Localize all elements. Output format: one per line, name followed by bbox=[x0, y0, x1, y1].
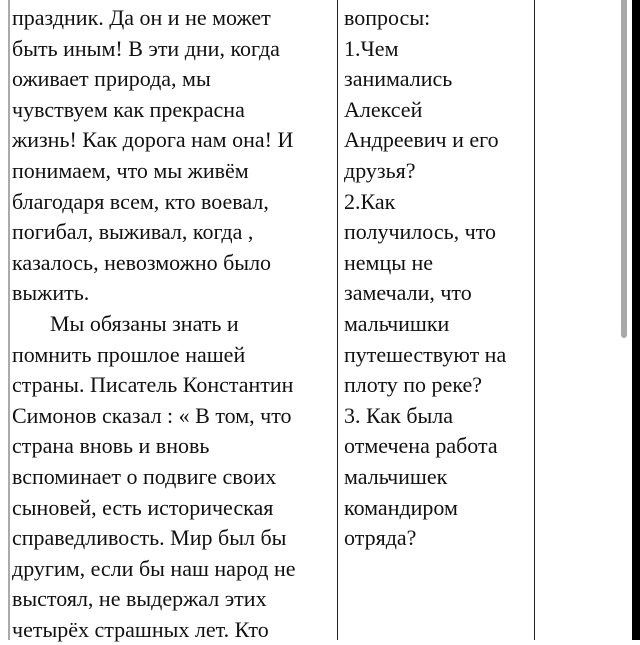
text-line: мальчишек bbox=[344, 463, 448, 489]
text-line: оживает природа, мы bbox=[12, 66, 211, 92]
text-line: сыновей, есть историческая bbox=[12, 494, 274, 520]
text-line: праздник. Да он и не может bbox=[12, 5, 271, 30]
text-line: чувствуем как прекрасна bbox=[12, 96, 245, 122]
text-line: помнить прошлое нашей bbox=[12, 341, 246, 367]
text-column bbox=[12, 3, 296, 645]
text-line: погибал, выживал, когда , bbox=[12, 219, 254, 245]
table-border-right bbox=[534, 0, 535, 640]
table-border-middle bbox=[337, 0, 338, 640]
text-line: вопросы: bbox=[344, 5, 431, 30]
text-line: страна вновь и вновь bbox=[12, 433, 210, 459]
text-line: занимались bbox=[344, 66, 453, 92]
text-line: путешествуют на bbox=[344, 341, 507, 367]
text-line: четырёх страшных лет. Кто bbox=[12, 616, 269, 642]
text-line: 2.Как bbox=[344, 188, 396, 214]
table-border-left bbox=[8, 0, 10, 640]
text-line: справедливость. Мир был бы bbox=[12, 525, 287, 551]
text-line: друзья? bbox=[344, 157, 416, 183]
text-line: получилось, что bbox=[344, 219, 497, 245]
text-line: Алексей bbox=[344, 96, 423, 122]
text-line: выстоял, не выдержал этих bbox=[12, 586, 267, 612]
text-line: вспоминает о подвиге своих bbox=[12, 463, 277, 489]
text-line: выжить. bbox=[12, 280, 90, 306]
text-line: другим, если бы наш народ не bbox=[12, 555, 296, 581]
text-line: страны. Писатель Константин bbox=[12, 372, 294, 398]
text-line: отряда? bbox=[344, 525, 417, 551]
text-line: 3. Как была bbox=[344, 402, 454, 428]
text-line: командиром bbox=[344, 494, 458, 520]
text-line: замечали, что bbox=[344, 280, 472, 306]
text-line: немцы не bbox=[344, 249, 434, 275]
text-line: быть иным! В эти дни, когда bbox=[12, 35, 280, 61]
scrollbar[interactable] bbox=[621, 0, 627, 338]
text-line: жизнь! Как дорога нам она! И bbox=[12, 127, 294, 153]
text-line: отмечена работа bbox=[344, 433, 498, 459]
text-line: мальчишки bbox=[344, 310, 450, 336]
text-line: Мы обязаны знать и bbox=[50, 310, 239, 336]
text-line: понимаем, что мы живём bbox=[12, 157, 249, 183]
text-line: Андреевич и его bbox=[344, 127, 499, 153]
text-line: 1.Чем bbox=[344, 35, 399, 61]
text-line: Симонов сказал : « В том, что bbox=[12, 402, 292, 428]
questions-column bbox=[344, 3, 506, 554]
text-line: казалось, невозможно было bbox=[12, 249, 272, 275]
text-line: плоту по реке? bbox=[344, 372, 482, 398]
text-line: благодаря всем, кто воевал, bbox=[12, 188, 269, 214]
window-edge bbox=[632, 0, 640, 640]
